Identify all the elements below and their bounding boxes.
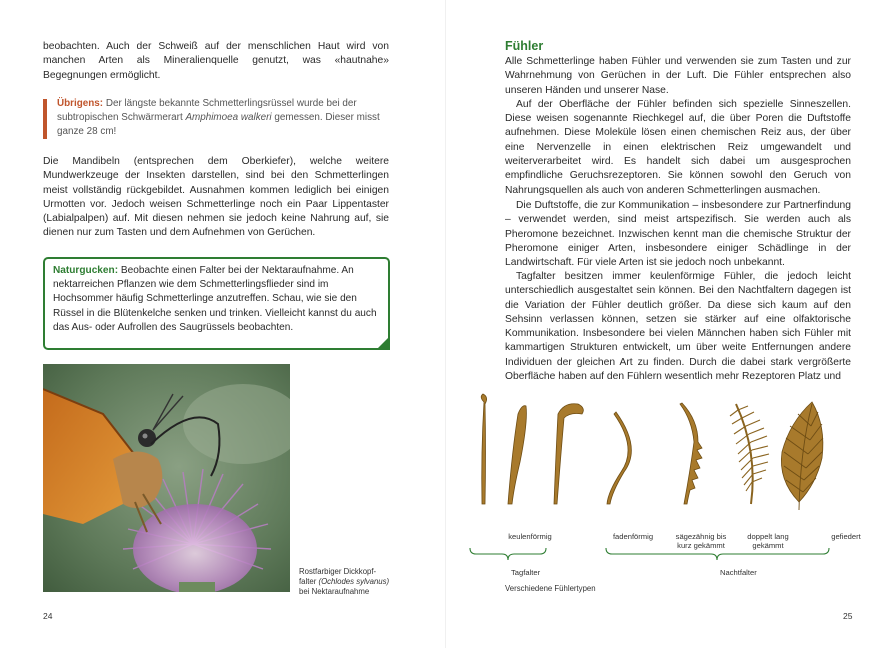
label-doppelt-2: gekämmt (752, 541, 784, 550)
fuehler-paragraph-2: Auf der Oberfläche der Fühler befinden sich spezielle Sinneszellen. Diese weisen sogenannte Riechkegel auf, die über Poren die Duftstoffe aufnehmen. Diese Moleküle lösen einen chemischen Reiz aus, der über eine Nervenzelle in einen elektrischen Reiz umgewandelt und weiterverarbeitet wird. Es handelt sich dabei um ausgesprochen empfindliche Geruchsrezeptoren. Sie können sowohl den Geruch von Nahrungsquellen als auch von anderen Schmetterlingen ausmachen. (505, 98, 851, 196)
tagfalter-paragraph-text: Tagfalter besitzen immer keulenförmige Fühler, die jedoch leicht unterschiedlich ausgestaltet sein können. Bei den Nachtfaltern dagegen ist die Variation der Fühler deutlich größer. Da diese sich kaum auf den Sehsinn verlassen können, setzen sie stärker auf eine olfaktorische Kommunikation. Insbesondere bei vielen Männchen haben sich Fühler mit kammartigen Strukturen entwickelt, um über weite Entfernungen andere Individuen der gleichen Art zu finden. Durch die dabei stark vergrößerte Oberfläche haben auf den Fühlern wesentlich mehr Rezeptoren Platz und (505, 271, 851, 383)
butterfly-photo (43, 364, 290, 592)
photo-caption-line3: bei Nektaraufnahme (299, 587, 370, 596)
duft-paragraph-text: Die Duftstoffe, die zur Kommunikation – insbesondere zur Partnerfindung – verwendet werden, sind meist artspezifisch. Sie werden auch als Pheromone bezeichnet. Inzwischen kennt man die chemische Struktur der Pheromone einiger Arten, insbesondere einiger Schädlinge in der Landwirtschaft. Für viele Arten ist sie jedoch noch unbekannt. (505, 200, 851, 269)
label-doppelt-1: doppelt lang (747, 532, 789, 541)
group-label-tagfalter: Tagfalter (511, 568, 541, 577)
group-label-nachtfalter: Nachtfalter (720, 568, 757, 577)
mandibel-paragraph: Die Mandibeln (entsprechen dem Oberkiefer), welche weitere Mundwerkzeuge der Insekten darstellen, sind bei den Schmetterlingen meist vollständig rückgebildet. Ausnahmen kommen lediglich bei einigen Urmotten vor. Jedoch weisen Schmetterlinge noch ein Paar Lippentaster (Labialpalpen) auf. Mit diesen nehmen sie jedoch keine Nahrung auf, sie dienen nur zum Tasten und dem Aufnehmen von Gerüchen. (43, 156, 389, 239)
page-number-left: 24 (43, 611, 53, 621)
label-keulenfoermig: keulenförmig (508, 532, 552, 541)
label-fadenfoermig: fadenförmig (612, 532, 654, 541)
tip-body: Beobachte einen Falter bei der Nektaraufnahme. An nektarreichen Pflanzen wie dem Schmetterlingsflieder sind im Hochsommer häufig Schmetterlinge anzutreffen. Schau, wie sie den Rüssel in die Blütenkelche senken und trinken. Vielleicht kannst du auch das Aus- oder Aufrollen des Saugrüssels beobachten. (53, 265, 377, 333)
page-number-right: 25 (843, 611, 853, 621)
antenna-serrate (680, 403, 702, 504)
photo-caption-line1: Rostfarbiger Dickkopf- (299, 567, 377, 576)
photo-caption-species: (Ochlodes sylvanus) (318, 577, 390, 586)
bracket-tagfalter (470, 548, 546, 560)
fact-box (43, 99, 389, 139)
fact-text-before: Der längste bekannte Schmetterlingsrüssel wurde bei der subtropischen Schwärmerart (57, 98, 357, 124)
antenna-thread (607, 412, 631, 504)
tip-text (53, 264, 382, 335)
tip-corner-decoration (376, 336, 390, 350)
label-doppelt-gekaemmt (738, 532, 798, 550)
duft-paragraph (505, 199, 851, 270)
right-page (446, 0, 893, 648)
fact-accent-bar (43, 99, 47, 139)
section-title: Fühler (505, 39, 544, 53)
fact-lead: Übrigens: (57, 98, 104, 109)
fact-text (57, 97, 387, 140)
tip-lead: Naturgucken: (53, 265, 119, 276)
photo-caption-line2: falter (299, 577, 319, 586)
label-saegezaehnig-1: sägezähnig bis (675, 532, 727, 541)
left-page (0, 0, 446, 648)
fact-text-after: gemessen. Dieser misst ganze 28 cm! (57, 112, 380, 138)
antenna-double-pectinate (730, 404, 769, 504)
antenna-types-diagram (446, 392, 893, 602)
intro-paragraph: beobachten. Auch der Schweiß auf der menschlichen Haut wird von manchen Arten als Mineralienquelle genutzt, was «hautnahe» Begegnungen ermöglicht. (43, 41, 389, 81)
fuehler-section (505, 55, 851, 198)
label-saegezaehnig (668, 532, 734, 550)
antenna-club-straight (481, 394, 486, 504)
antenna-feathered (781, 402, 823, 510)
figure-caption: Verschiedene Fühlertypen (505, 584, 596, 593)
photo-caption (299, 567, 409, 597)
naturgucken-box (43, 257, 390, 350)
fuehler-paragraph: Alle Schmetterlinge haben Fühler und verwenden sie zum Tasten und zur Wahrnehmung von Gerüchen in der Luft. Die Fühler entsprechen also unseren Händen und unserer Nase. (505, 56, 851, 96)
tagfalter-paragraph (505, 270, 851, 384)
label-gefiedert: gefiedert (831, 532, 861, 541)
antenna-club-wide (508, 406, 526, 504)
butterfly-photo-illustration (43, 364, 290, 592)
fact-species: Amphimoea walkeri (185, 112, 272, 124)
label-saegezaehnig-2: kurz gekämmt (677, 541, 725, 550)
antenna-club-hooked (554, 404, 583, 504)
